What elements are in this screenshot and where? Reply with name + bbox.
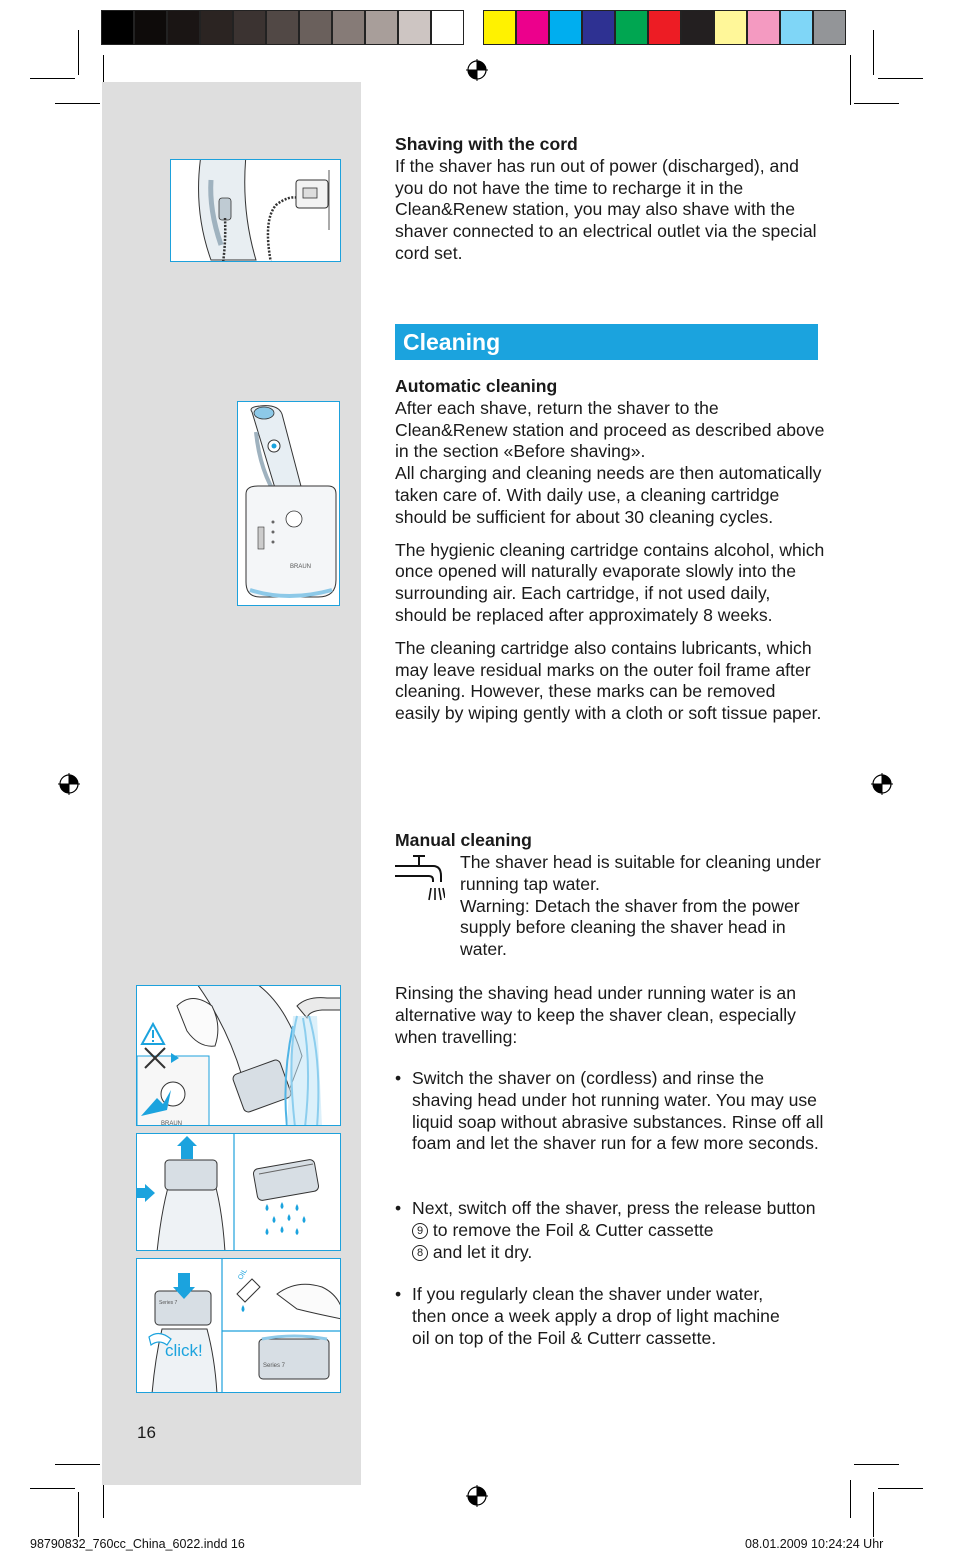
color-swatch — [398, 10, 431, 45]
section-manual-title-block — [395, 830, 825, 852]
manual-p2: Warning: Detach the shaver from the power supply before cleaning the shaver head in water. — [460, 895, 800, 960]
cassette-series-label: Series 7 — [159, 1300, 178, 1306]
bullet-dot: • — [395, 1198, 402, 1218]
cassette-number: 8 — [412, 1245, 428, 1261]
section-automatic — [395, 376, 825, 725]
crop-mark — [850, 55, 851, 105]
release-button-number: 9 — [412, 1223, 428, 1239]
crop-mark — [878, 78, 923, 79]
crosshair-registration-icon — [58, 773, 80, 795]
figure-rinsing-tap — [136, 985, 341, 1126]
manual-title: Manual cleaning — [395, 830, 532, 850]
water-tap-icon — [393, 854, 445, 906]
section-manual-rinse — [395, 983, 825, 1048]
crop-mark — [55, 103, 100, 104]
cassette-series-label: Series 7 — [263, 1363, 286, 1369]
crop-mark — [873, 1492, 874, 1537]
color-swatch — [167, 10, 200, 45]
crop-mark — [103, 1480, 104, 1518]
crop-mark — [30, 1488, 75, 1489]
crop-mark — [55, 1464, 100, 1465]
color-swatch-strip — [483, 10, 846, 45]
shaver-brand-logo: BRAUN — [161, 1121, 183, 1126]
footer-timestamp: 08.01.2009 10:24:24 Uhr — [745, 1537, 884, 1551]
remove-cassette-illustration — [137, 1134, 341, 1251]
bullet-text-part: and let it dry. — [432, 1241, 533, 1262]
rinsing-illustration — [137, 986, 341, 1126]
section-cord-body: If the shaver has run out of power (discharged), and you do not have the time to recharge it in the Clean&Renew station, you may also shave with the shaver connected to an electrical outlet via the special cord set. — [395, 155, 817, 263]
color-swatch — [365, 10, 398, 45]
figure-remove-cassette — [136, 1133, 341, 1251]
color-swatch — [299, 10, 332, 45]
color-swatch — [266, 10, 299, 45]
bullet-text: Switch the shaver on (cordless) and rinse the shaving head under hot running water. You may use liquid soap without abrasive substances. Rinse off all foam and let the shaver run for a few more seconds. — [412, 1068, 824, 1154]
grayscale-swatch-strip — [101, 10, 464, 45]
warning-triangle-icon — [142, 1024, 164, 1044]
page-number: 16 — [137, 1423, 156, 1442]
automatic-p1: After each shave, return the shaver to the Clean&Renew station and proceed as described above in the section «Before shaving». — [395, 397, 825, 462]
crosshair-registration-icon — [466, 59, 488, 81]
figure-oil-cassette — [136, 1258, 341, 1393]
station-brand-logo: BRAUN — [290, 564, 312, 570]
color-swatch — [714, 10, 747, 45]
bullet-item — [395, 1068, 825, 1155]
automatic-p2: All charging and cleaning needs are then automatically taken care of. With daily use, a cleaning cartridge should be sufficient for about 30 cleaning cycles. — [395, 463, 822, 527]
section-cord — [395, 134, 825, 265]
color-swatch — [134, 10, 167, 45]
crop-mark — [854, 103, 899, 104]
section-manual-intro — [460, 852, 825, 961]
color-swatch — [549, 10, 582, 45]
color-swatch — [431, 10, 464, 45]
bullet-text — [412, 1198, 825, 1263]
figure-clean-renew-station — [237, 401, 340, 606]
click-label: click! — [165, 1341, 203, 1360]
clean-station-illustration — [238, 402, 340, 606]
crop-mark — [850, 1480, 851, 1518]
color-swatch — [233, 10, 266, 45]
crop-mark — [878, 1488, 923, 1489]
bullet-text-part: Next, switch off the shaver, press the release button — [412, 1198, 816, 1218]
color-swatch — [332, 10, 365, 45]
manual-p3: Rinsing the shaving head under running water is an alternative way to keep the shaver clean, especially when travelling: — [395, 983, 797, 1047]
color-swatch — [648, 10, 681, 45]
bullet-dot: • — [395, 1284, 402, 1304]
bullet-item — [395, 1284, 825, 1349]
automatic-p3: The hygienic cleaning cartridge contains alcohol, which once opened will naturally evaporate slowly into the surrounding air. Each cartridge, if not used daily, should be replaced after approximately 8 weeks. — [395, 539, 825, 625]
oil-click-illustration — [137, 1259, 341, 1393]
section-cord-title: Shaving with the cord — [395, 134, 578, 154]
figure-cord-shaving — [170, 159, 341, 262]
automatic-title: Automatic cleaning — [395, 376, 558, 396]
color-swatch — [483, 10, 516, 45]
automatic-p4: The cleaning cartridge also contains lubricants, which may leave residual marks on the outer foil frame after cleaning. However, these marks can be removed easily by wiping gently with a cloth or soft tissue paper. — [395, 637, 822, 724]
shaver-cord-illustration — [171, 160, 341, 262]
manual-p1: The shaver head is suitable for cleaning under running tap water. — [460, 852, 821, 894]
crop-mark — [78, 30, 79, 75]
color-swatch — [615, 10, 648, 45]
color-swatch — [813, 10, 846, 45]
oil-bottle-label: OIL — [237, 1267, 249, 1282]
cleaning-heading: Cleaning — [395, 324, 818, 360]
bullet-text-part: to remove the Foil & Cutter cassette — [432, 1219, 714, 1240]
crosshair-registration-icon — [466, 1485, 488, 1507]
color-swatch — [747, 10, 780, 45]
crop-mark — [873, 30, 874, 75]
color-swatch — [101, 10, 134, 45]
color-swatch — [780, 10, 813, 45]
bullet-dot: • — [395, 1068, 402, 1088]
crop-mark — [854, 1464, 899, 1465]
crosshair-registration-icon — [871, 773, 893, 795]
bullet-text: If you regularly clean the shaver under water, then once a week apply a drop of light machine oil on top of the Foil & Cutterr cassette. — [412, 1284, 780, 1348]
color-swatch — [681, 10, 714, 45]
bullet-item — [395, 1198, 825, 1263]
footer-file-info: 98790832_760cc_China_6022.indd 16 — [30, 1537, 245, 1551]
color-swatch — [582, 10, 615, 45]
color-swatch — [516, 10, 549, 45]
crop-mark — [30, 78, 75, 79]
color-swatch — [200, 10, 233, 45]
crop-mark — [78, 1492, 79, 1537]
